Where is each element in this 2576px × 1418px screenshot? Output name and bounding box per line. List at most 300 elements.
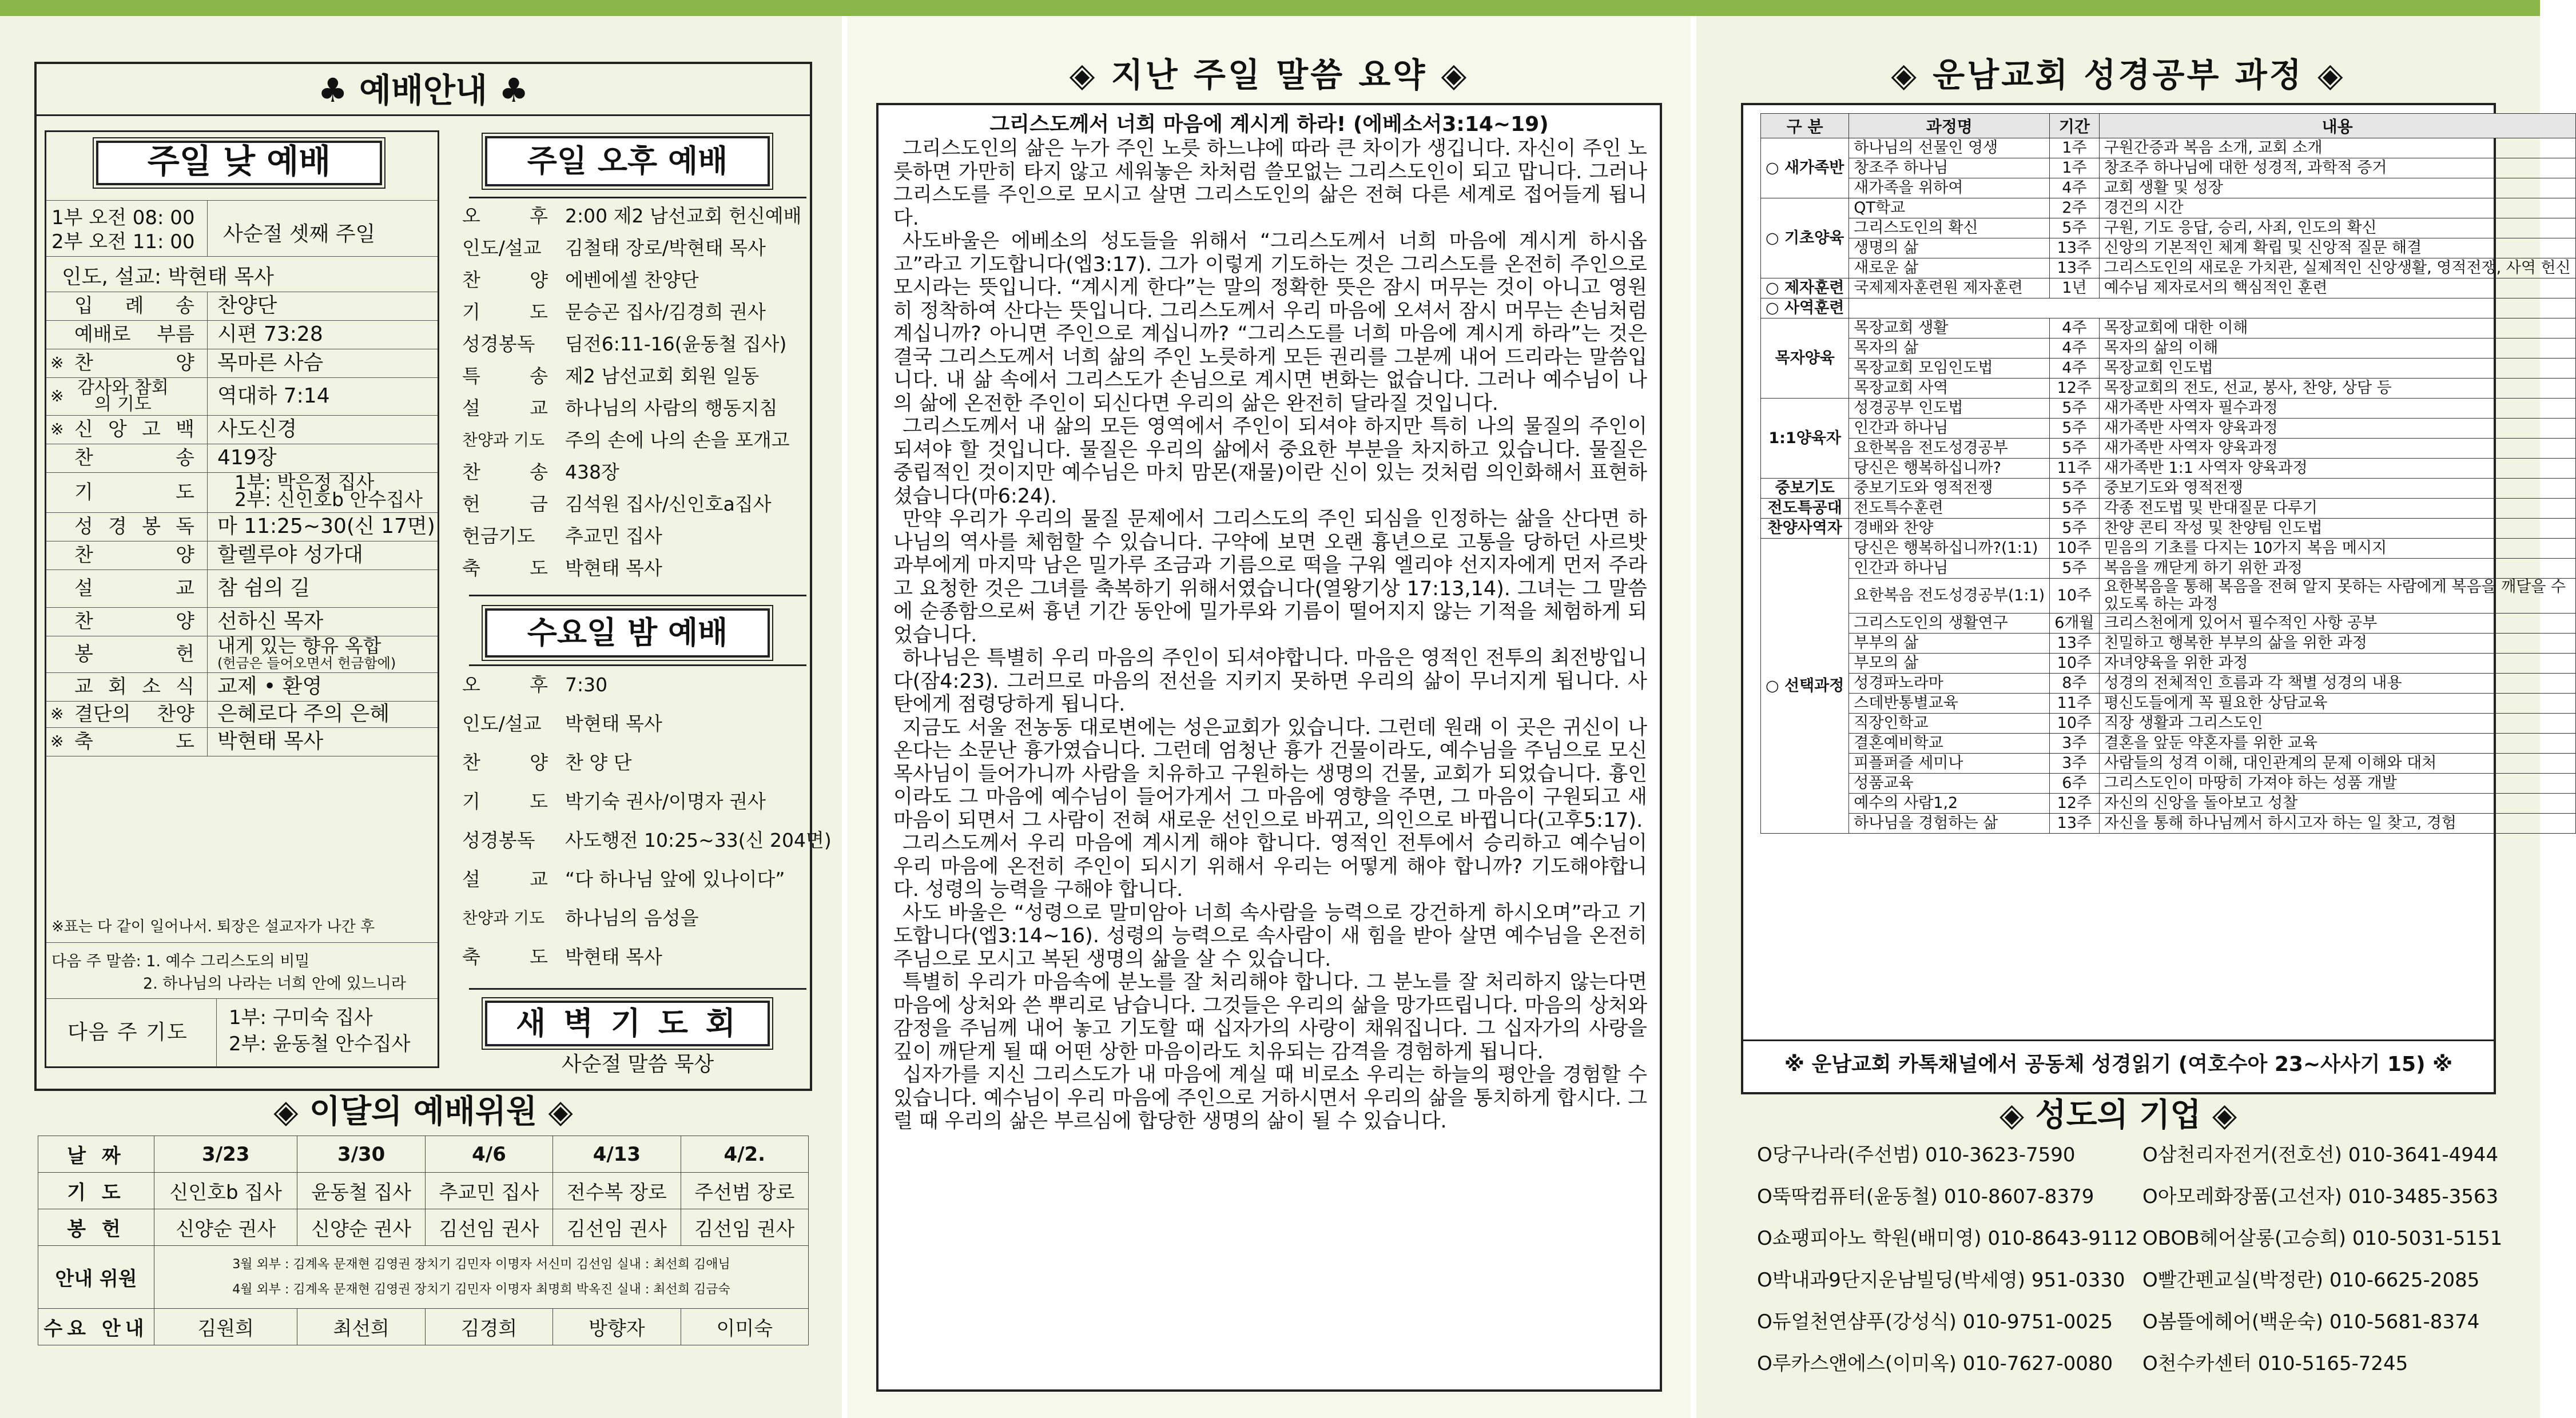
study-course-content: 직장 생활과 그리스도인 <box>2099 714 2575 734</box>
study-table-wrap <box>1760 113 2571 1034</box>
guide-line-1: 3월 외부 : 김계옥 문재현 김영권 장치기 김민자 이명자 서신미 김선임 실내 : 최선희 김애님 <box>232 1257 730 1272</box>
study-course-name: 부모의 삶 <box>1849 654 2050 674</box>
order-label: 설 교 <box>74 577 194 600</box>
pm-row-label: 설 교 <box>462 397 548 419</box>
study-row <box>1761 379 2576 399</box>
study-course-period: 12주 <box>2050 794 2099 814</box>
pm-row-label: 찬양과 기도 <box>462 431 545 449</box>
study-course-content: 목장교회에 대한 이해 <box>2099 318 2575 338</box>
study-course-content: 새가족반 사역자 양육과정 <box>2099 419 2575 439</box>
order-col-line <box>207 472 208 512</box>
study-row <box>1761 439 2576 459</box>
sermon-paragraph: 그리스도께서 우리 마음에 계시게 해야 합니다. 영적인 전투에서 승리하고 예수님이 우리 마음에 온전히 주인이 되시기 위해서 우리는 어떻게 해야 합니까? 기도해야합니다. 성령의 능력을 구해야 합니다. <box>893 832 1647 901</box>
monthly-date-row-cell: 4/13 <box>553 1136 681 1173</box>
study-group-name: 목자양육 <box>1761 318 1849 399</box>
study-group-name: ○ 제자훈련 <box>1761 278 1849 298</box>
sermon-title: ◈ 지난 주일 말씀 요약 ◈ <box>1069 55 1469 94</box>
study-row <box>1761 814 2576 834</box>
order-label: 축 도 <box>74 730 194 753</box>
business-item: ΟBOB헤어살롱(고승희) 010-5031-5151 <box>2142 1227 2503 1250</box>
study-course-content: 결혼을 앞둔 약혼자를 위한 교육 <box>2099 734 2575 754</box>
study-group-name: ○ 사역훈련 <box>1761 298 1849 318</box>
order-value: 참 쉼의 길 <box>217 576 310 600</box>
study-course-name: 새로운 삶 <box>1849 258 2050 278</box>
study-course-period: 5주 <box>2050 559 2099 579</box>
business-item: Ο빨간펜교실(박정란) 010-6625-2085 <box>2142 1269 2480 1292</box>
dawn-subtitle: 사순절 말씀 묵상 <box>561 1053 714 1076</box>
study-row <box>1761 634 2576 654</box>
study-row <box>1761 794 2576 814</box>
study-group-name: 전도특공대 <box>1761 499 1849 519</box>
order-label: 찬 송 <box>74 447 194 469</box>
pm-row-value: 딤전6:11-16(윤동철 집사) <box>565 333 787 355</box>
study-row <box>1761 559 2576 579</box>
study-course-content: 찬양 콘티 작성 및 찬양팀 인도법 <box>2099 519 2575 539</box>
business-item: Ο쇼팽피아노 학원(배미영) 010-8643-9112 <box>1757 1227 2138 1250</box>
wed-row-value: 박현태 목사 <box>565 712 662 735</box>
order-value: 할렐루야 성가대 <box>217 543 363 567</box>
order-col-line <box>207 320 208 349</box>
monthly-reception-row-cell: 김원희 <box>154 1309 297 1345</box>
study-course-name: 목장교회 생활 <box>1849 318 2050 338</box>
top-color-bar <box>0 0 2540 16</box>
order-row-line <box>46 607 438 608</box>
order-col-line <box>207 444 208 472</box>
monthly-reception-row-label: 수요 안내 <box>38 1309 154 1345</box>
pm-row-label: 오 후 <box>462 205 548 227</box>
study-course-content: 새가족반 사역자 양육과정 <box>2099 439 2575 459</box>
study-course-name: 목자의 삶 <box>1849 338 2050 359</box>
order-label: 결단의 찬양 <box>74 703 194 726</box>
monthly-guide-cell <box>154 1246 809 1309</box>
service-time-2: 2부 오전 11: 00 <box>51 230 195 253</box>
wed-row-value: 박현태 목사 <box>565 946 662 968</box>
pm-row-label: 헌금기도 <box>462 525 535 547</box>
study-course-name: 성경공부 인도법 <box>1849 399 2050 419</box>
study-course-period: 5주 <box>2050 499 2099 519</box>
order-col-line <box>207 727 208 756</box>
pm-row-value: 김석원 집사/신인호a집사 <box>565 493 772 515</box>
order-label: 찬 양 <box>74 544 194 567</box>
pm-row-value: 제2 남선교회 회원 일동 <box>565 365 760 387</box>
study-course-content: 중보기도와 영적전쟁 <box>2099 479 2575 499</box>
business-item: Ο듀얼천연샴푸(강성식) 010-9751-0025 <box>1757 1311 2113 1333</box>
study-group-name: ○ 새가족반 <box>1761 138 1849 198</box>
study-course-content: 구원간증과 복음 소개, 교회 소개 <box>2099 138 2575 158</box>
monthly-reception-row-cell: 김경희 <box>425 1309 552 1345</box>
sunday-day-times <box>51 206 206 254</box>
study-course-name: 하나님의 선물인 영생 <box>1849 138 2050 158</box>
sermon-paragraph: 십자가를 지신 그리스도가 내 마음에 계실 때 비로소 우리는 하늘의 평안을 경험할 수 있습니다. 예수님이 우리 마음에 주인으로 거하시면서 우리의 삶을 통치하게 합시다. 그럴 때 우리의 삶은 부르심에 합당한 생명의 삶이 될 수 있습니다. <box>893 1064 1647 1133</box>
study-footer: ※ 운남교회 카톡채널에서 공동체 성경읽기 (여호수아 23~사사기 15) ※ <box>1784 1053 2453 1076</box>
study-course-name: 새가족을 위하여 <box>1849 178 2050 198</box>
study-row <box>1761 754 2576 774</box>
wed-row-label: 축 도 <box>462 946 548 968</box>
wed-row-value: 찬 양 단 <box>565 751 632 774</box>
study-course-period: 8주 <box>2050 674 2099 694</box>
study-course-period: 5주 <box>2050 399 2099 419</box>
wed-row-value: 하나님의 음성을 <box>565 907 699 929</box>
sunday-day-guide: 인도, 설교: 박현태 목사 <box>62 265 274 289</box>
study-group-name: 1:1양육자 <box>1761 399 1849 479</box>
study-course-period: 13주 <box>2050 634 2099 654</box>
study-panel <box>1696 16 2571 1418</box>
study-group-name: 중보기도 <box>1761 479 1849 499</box>
pm-row-value: 438장 <box>565 461 619 483</box>
pm-row-label: 인도/설교 <box>462 237 542 259</box>
order-col-line <box>207 415 208 444</box>
order-label: 성 경 봉 독 <box>74 515 194 538</box>
study-row <box>1761 138 2576 158</box>
wed-row-label: 인도/설교 <box>462 712 542 735</box>
pm-row-label: 찬 송 <box>462 461 548 483</box>
study-course-period: 4주 <box>2050 338 2099 359</box>
study-row <box>1761 774 2576 794</box>
study-course-content: 새가족반 1:1 사역자 양육과정 <box>2099 459 2575 479</box>
study-course-period: 5주 <box>2050 218 2099 238</box>
order-mark: ※ <box>50 732 64 751</box>
study-course-content: 요한복음을 통해 복음을 전혀 알지 못하는 사람에게 복음을 깨달을 수 있도록 하는 과정 <box>2099 579 2575 614</box>
study-course-name: QT학교 <box>1849 198 2050 218</box>
study-row <box>1761 614 2576 634</box>
study-course-name: 스데반통별교육 <box>1849 694 2050 714</box>
order-col-line <box>207 377 208 415</box>
study-course-name: 인간과 하나님 <box>1849 559 2050 579</box>
sermon-paragraph: 그리스도인의 삶은 누가 주인 노릇 하느냐에 따라 큰 차이가 생깁니다. 자신이 주인 노릇하면 가만히 타지 않고 세워놓은 차처럼 쓸모없는 그리스도인이 되고 맙니다. 그러나 그리스도를 주인으로 모시고 살면 그리스도인의 삶은 전혀 다른 세계로 접어들게 됩니다. <box>893 137 1647 230</box>
sermon-paragraph: 사도바울은 에베소의 성도들을 위해서 “그리스도께서 너희 마음에 계시게 하시옵고”라고 기도합니다(엡3:17). 그가 이렇게 기도하는 것은 그리스도를 온전히 주인으로 모시라는 뜻입니다. “계시게 한다”는 말의 정확한 뜻은 잠시 머무는 것이 아니고 영원히 정착하여 산다는 뜻입니다. 그리스도께서 우리 마음에 오셔서 잠시 머무는 손님처럼 계십니까? 아니면 주인으로 계십니까? “그리스도를 너희 마음에 계시게 하라”는 것은 결국 그리스도께서 너희 삶의 주인 노릇하게 모든 권리를 그분께 내어 드리라는 말씀입니다. 내 삶 속에서 그리스도가 손님으로 계시면 변화는 없습니다. 그러나 예수님이 나의 삶에 온전한 주인이 되신다면 우리의 삶은 완전히 달라질 것입니다. <box>893 230 1647 415</box>
study-course-period: 1주 <box>2050 158 2099 178</box>
worship-panel <box>0 16 842 1418</box>
order-col-line <box>207 292 208 320</box>
order-value: 마 11:25~30(신 17면) <box>217 515 435 538</box>
study-row <box>1761 419 2576 439</box>
sunday-day-desc: 사순절 셋째 주일 <box>223 222 376 246</box>
next-words-2: 2. 하나님의 나라는 너희 안에 있느니라 <box>143 975 406 993</box>
order-row-line <box>46 727 438 728</box>
study-course-period: 3주 <box>2050 734 2099 754</box>
study-course-name: 중보기도와 영적전쟁 <box>1849 479 2050 499</box>
order-label: 감사와 참회의 기도 <box>77 377 169 415</box>
study-course-content: 믿음의 기초를 다지는 10가지 복음 메시지 <box>2099 539 2575 559</box>
study-course-content: 목장교회의 전도, 선교, 봉사, 찬양, 상담 등 <box>2099 379 2575 399</box>
order-value-2: 2부: 신인호b 안수집사 <box>234 488 423 511</box>
order-value: 교제 • 환영 <box>217 675 323 698</box>
study-course-period: 4주 <box>2050 178 2099 198</box>
study-header-cell: 기간 <box>2050 114 2099 138</box>
study-course-content: 창조주 하나님에 대한 성경적, 과학적 증거 <box>2099 158 2575 178</box>
business-item: Ο천수카센터 010-5165-7245 <box>2142 1352 2408 1375</box>
study-course-name: 그리스도인의 확신 <box>1849 218 2050 238</box>
pm-row-value: 하나님의 사람의 행동지침 <box>565 397 778 419</box>
order-value: 사도신경 <box>217 417 297 441</box>
study-course-content: 자신을 통해 하나님께서 하시고자 하는 일 찾고, 경험 <box>2099 814 2575 834</box>
order-row-line <box>46 415 438 416</box>
study-course-period: 1년 <box>2050 278 2099 298</box>
sunday-day-title: 주일 낮 예배 <box>96 141 382 185</box>
service-time-1: 1부 오전 08: 00 <box>51 206 195 229</box>
monthly-title: ◈ 이달의 예배위원 ◈ <box>273 1093 573 1130</box>
business-item: Ο뚝딱컴퓨터(윤동철) 010-8607-8379 <box>1757 1185 2094 1208</box>
study-header-cell: 내용 <box>2099 114 2575 138</box>
study-course-name: 요한복음 전도성경공부 <box>1849 439 2050 459</box>
wed-row-label: 찬양과 기도 <box>462 909 545 927</box>
monthly-offering-row-cell: 김선임 권사 <box>553 1209 681 1246</box>
study-course-name: 부부의 삶 <box>1849 634 2050 654</box>
monthly-reception-row-cell: 방향자 <box>553 1309 681 1345</box>
study-header-cell: 과정명 <box>1849 114 2050 138</box>
monthly-guide-label: 안내 위원 <box>38 1246 154 1309</box>
wed-row-label: 기 도 <box>462 790 548 812</box>
study-course-content: 사람들의 성격 이해, 대인관계의 문제 이해와 대처 <box>2099 754 2575 774</box>
sermon-paragraph: 그리스도께서 내 삶의 모든 영역에서 주인이 되셔야 하지만 특히 나의 물질의 주인이 되셔야 할 것입니다. 물질은 우리의 삶에서 중요한 부분을 차지하고 있습니다. 물질은 중립적인 것이지만 예수님은 마치 맘몬(재물)이란 신이 있는 것처럼 의인화해서 표현하셨습니다(마6:24). <box>893 415 1647 508</box>
monthly-offering-row-cell: 김선임 권사 <box>425 1209 552 1246</box>
order-row-line <box>46 701 438 702</box>
study-course-period: 11주 <box>2050 459 2099 479</box>
wed-row-label: 설 교 <box>462 868 548 890</box>
order-col-line <box>207 636 208 672</box>
wed-row-value: “다 하나님 앞에 있나이다” <box>565 868 785 890</box>
study-course-period: 10주 <box>2050 539 2099 559</box>
study-course-content: 새가족반 사역자 필수과정 <box>2099 399 2575 419</box>
monthly-reception-row-cell: 최선희 <box>297 1309 425 1345</box>
study-row <box>1761 654 2576 674</box>
pm-row-label: 기 도 <box>462 301 548 323</box>
monthly-offering-row-label: 봉 헌 <box>38 1209 154 1246</box>
dawn-title: 새 벽 기 도 회 <box>485 1001 770 1046</box>
study-course-period: 2주 <box>2050 198 2099 218</box>
order-col-line <box>207 607 208 636</box>
business-item: Ο삼천리자전거(전호선) 010-3641-4944 <box>2142 1144 2499 1166</box>
study-course-period: 5주 <box>2050 519 2099 539</box>
monthly-prayer-row <box>38 1173 809 1209</box>
study-course-period: 1주 <box>2050 138 2099 158</box>
study-course-content: 크리스천에게 있어서 필수적인 사항 공부 <box>2099 614 2575 634</box>
study-course-period: 11주 <box>2050 694 2099 714</box>
order-value: 내게 있는 향유 옥합 <box>217 635 381 657</box>
study-course-name: 국제제자훈련원 제자훈련 <box>1849 278 2050 298</box>
study-course-period: 5주 <box>2050 439 2099 459</box>
study-header-row <box>1761 114 2576 138</box>
study-course-content: 예수님 제자로서의 핵심적인 훈련 <box>2099 278 2575 298</box>
monthly-reception-row-cell: 이미숙 <box>681 1309 808 1345</box>
study-course-content: 구원, 기도 응답, 승리, 사죄, 인도의 확신 <box>2099 218 2575 238</box>
monthly-date-row-label: 날 짜 <box>38 1136 154 1173</box>
study-course-period: 13주 <box>2050 814 2099 834</box>
monthly-offering-row-cell: 신양순 권사 <box>154 1209 297 1246</box>
monthly-prayer-row-cell: 신인호b 집사 <box>154 1173 297 1209</box>
study-row <box>1761 734 2576 754</box>
study-row <box>1761 459 2576 479</box>
monthly-guide-row <box>38 1246 809 1309</box>
study-course-content: 경건의 시간 <box>2099 198 2575 218</box>
study-course-content: 자신의 신앙을 돌아보고 성찰 <box>2099 794 2575 814</box>
monthly-table <box>38 1136 809 1345</box>
order-col-line <box>207 512 208 541</box>
study-row <box>1761 579 2576 614</box>
order-value: 찬양단 <box>217 294 277 317</box>
order-col-line <box>207 349 208 377</box>
pm-row-label: 성경봉독 <box>462 333 535 355</box>
worship-title: ♣ 예배안내 ♣ <box>317 71 529 110</box>
study-course-content: 신앙의 기본적인 체계 확립 및 신앙적 질문 해결 <box>2099 238 2575 258</box>
order-label: 찬 양 <box>74 352 194 375</box>
order-value: 목마른 사슴 <box>217 351 324 375</box>
wed-row-value: 7:30 <box>565 674 608 696</box>
study-course-content: 각종 전도법 및 반대질문 다루기 <box>2099 499 2575 519</box>
next-prayer-1: 1부: 구미숙 집사 <box>229 1006 373 1029</box>
monthly-offering-row-cell: 김선임 권사 <box>681 1209 808 1246</box>
wed-row-label: 오 후 <box>462 674 548 696</box>
order-value: 419장 <box>217 446 277 469</box>
study-course-content: 친밀하고 행복한 부부의 삶을 위한 과정 <box>2099 634 2575 654</box>
study-row <box>1761 499 2576 519</box>
pm-row-value: 2:00 제2 남선교회 헌신예배 <box>565 205 802 227</box>
business-title: ◈ 성도의 기업 ◈ <box>1999 1097 2237 1134</box>
study-course-name: 성품교육 <box>1849 774 2050 794</box>
study-row <box>1761 178 2576 198</box>
study-course-period: 10주 <box>2050 654 2099 674</box>
order-mark: ※ <box>50 704 64 723</box>
study-course-name: 예수의 사람1,2 <box>1849 794 2050 814</box>
study-course-name: 결혼예비학교 <box>1849 734 2050 754</box>
study-course-content: 평신도들에게 꼭 필요한 상담교육 <box>2099 694 2575 714</box>
study-row <box>1761 238 2576 258</box>
study-course-name: 요한복음 전도성경공부(1:1) <box>1849 579 2050 614</box>
study-course-content: 자녀양육을 위한 과정 <box>2099 654 2575 674</box>
study-title: ◈ 운남교회 성경공부 과정 ◈ <box>1891 55 2346 94</box>
monthly-offering-row-cell: 신양순 권사 <box>297 1209 425 1246</box>
study-course-name: 전도특수훈련 <box>1849 499 2050 519</box>
study-course-period: 5주 <box>2050 419 2099 439</box>
order-mark: ※ <box>50 387 64 405</box>
pm-row-value: 추교민 집사 <box>565 525 662 547</box>
monthly-date-row-cell: 4/6 <box>425 1136 552 1173</box>
study-course-name: 인간과 하나님 <box>1849 419 2050 439</box>
monthly-prayer-row-cell: 윤동철 집사 <box>297 1173 425 1209</box>
wed-row-label: 찬 양 <box>462 751 548 774</box>
sermon-heading: 그리스도께서 너희 마음에 계시게 하라! (에베소서3:14~19) <box>989 113 1549 136</box>
pm-row-value: 주의 손에 나의 손을 포개고 <box>565 429 790 451</box>
pm-row-value: 김철태 장로/박현태 목사 <box>565 237 766 259</box>
study-row <box>1761 714 2576 734</box>
study-course-period: 6개월 <box>2050 614 2099 634</box>
study-course-period: 12주 <box>2050 379 2099 399</box>
pm-row-value: 문승곤 집사/김경희 권사 <box>565 301 766 323</box>
monthly-date-row-cell: 3/30 <box>297 1136 425 1173</box>
order-value: 박현태 목사 <box>217 730 324 753</box>
study-empty-cell <box>1849 298 2575 318</box>
worship-note: ※표는 다 같이 일어나서. 퇴장은 설교자가 나간 후 <box>51 918 375 935</box>
order-label: 입 례 송 <box>74 294 194 317</box>
sermon-paragraph: 사도 바울은 “성령으로 말미암아 너희 속사람을 능력으로 강건하게 하시오며”라고 기도합니다(엡3:14~16). 성령의 능력으로 속사람이 새 힘을 받아 살면 예수님을 온전히 주님으로 모시고 복된 생명의 삶을 살 수 있습니다. <box>893 901 1647 971</box>
wed-row-label: 성경봉독 <box>462 829 535 851</box>
order-mark: ※ <box>50 420 64 439</box>
business-item: Ο당구나라(주선범) 010-3623-7590 <box>1757 1144 2076 1166</box>
monthly-prayer-row-cell: 추교민 집사 <box>425 1173 552 1209</box>
order-row-line <box>46 672 438 673</box>
pm-row-label: 축 도 <box>462 557 548 579</box>
study-course-content: 그리스도인의 새로운 가치관, 실제적인 신앙생활, 영적전쟁, 사역 헌신 <box>2099 258 2575 278</box>
pm-row-label: 특 송 <box>462 365 548 387</box>
study-course-content: 성경의 전체적인 흐름과 각 책별 성경의 내용 <box>2099 674 2575 694</box>
pm-row-value: 에벤에셀 찬양단 <box>565 269 699 291</box>
study-row <box>1761 519 2576 539</box>
study-course-name: 하나님을 경험하는 삶 <box>1849 814 2050 834</box>
business-item: Ο아모레화장품(고선자) 010-3485-3563 <box>2142 1185 2499 1208</box>
study-course-name: 목장교회 모임인도법 <box>1849 359 2050 379</box>
study-row <box>1761 338 2576 359</box>
wednesday-title: 수요일 밤 예배 <box>485 608 770 658</box>
study-course-name: 성경파노라마 <box>1849 674 2050 694</box>
study-row <box>1761 318 2576 338</box>
study-course-period: 3주 <box>2050 754 2099 774</box>
study-row <box>1761 218 2576 238</box>
study-course-period: 4주 <box>2050 359 2099 379</box>
study-row <box>1761 278 2576 298</box>
study-course-name: 목장교회 사역 <box>1849 379 2050 399</box>
study-row <box>1761 539 2576 559</box>
sermon-panel <box>848 16 1691 1418</box>
study-row <box>1761 399 2576 419</box>
sermon-paragraph: 만약 우리가 우리의 물질 문제에서 그리스도의 주인 되심을 인정하는 삶을 산다면 하나님의 역사를 체험할 수 있습니다. 구약에 보면 오랜 흉년으로 고통을 당하던 사르밧 과부에게 마지막 남은 밀가루 조금과 기름으로 떡을 구워 엘리야 선지자에게 먼저 주라고 요청한 것은 그녀를 축복하기 위해서였습니다(열왕기상 17:13,14). 그녀는 그 말씀에 순종함으로써 흉년 기간 동안에 밀가루와 기름이 떨어지지 않는 기적을 체험하게 되었습니다. <box>893 508 1647 647</box>
order-label: 기 도 <box>74 481 194 504</box>
study-course-name: 직장인학교 <box>1849 714 2050 734</box>
monthly-prayer-row-label: 기 도 <box>38 1173 154 1209</box>
order-label: 교 회 소 식 <box>74 675 194 698</box>
monthly-date-row <box>38 1136 809 1173</box>
order-label: 봉 헌 <box>74 643 194 666</box>
business-item: Ο루카스앤에스(이미옥) 010-7627-0080 <box>1757 1352 2113 1375</box>
study-group-name: ○ 기초양육 <box>1761 198 1849 278</box>
study-row <box>1761 298 2576 318</box>
study-row <box>1761 359 2576 379</box>
sermon-paragraph: 지금도 서울 전농동 대로변에는 성은교회가 있습니다. 그런데 원래 이 곳은 귀신이 나온다는 소문난 흉가였습니다. 그런데 엄청난 흉가 건물이라도, 예수님을 주님으로 모신 목사님이 들어가니까 사람을 치유하고 구원하는 생명의 건물, 교회가 되었습니다. 흉인이라도 그 마음에 예수님이 들어가게서 그 마음에 영향을 주면, 그 마음이 구원되고 새 마음이 되면서 그 사람이 전혀 새로운 선인으로 바뀌고, 의인으로 바뀝니다(고후5:17). <box>893 716 1647 832</box>
study-course-name: 생명의 삶 <box>1849 238 2050 258</box>
wed-row-value: 박기숙 권사/이명자 권사 <box>565 790 766 812</box>
next-prayer-label: 다음 주 기도 <box>67 1021 188 1044</box>
study-row <box>1761 258 2576 278</box>
study-row <box>1761 479 2576 499</box>
order-label: 예배로 부름 <box>74 323 194 346</box>
study-course-name: 그리스도인의 생활연구 <box>1849 614 2050 634</box>
order-row-line <box>46 512 438 513</box>
order-value: 선하신 목자 <box>217 610 324 633</box>
sermon-paragraph: 특별히 우리가 마음속에 분노를 잘 처리해야 합니다. 그 분노를 잘 처리하지 않는다면 마음에 상처와 쓴 뿌리로 남습니다. 그것들은 우리의 삶을 망가뜨립니다. 마음의 상처와 감정을 주님께 내어 놓고 기도할 때 십자가의 사랑이 채워집니다. 그 십자가의 사랑을 깊이 깨닫게 될 때 어떤 상한 마음이라도 치유되는 감격을 경험하게 됩니다. <box>893 971 1647 1064</box>
order-value: 은혜로다 주의 은혜 <box>217 702 390 726</box>
study-course-period: 4주 <box>2050 318 2099 338</box>
study-course-name: 경배와 찬양 <box>1849 519 2050 539</box>
study-row <box>1761 158 2576 178</box>
study-course-name: 당신은 행복하십니까? <box>1849 459 2050 479</box>
sermon-paragraph: 하나님은 특별히 우리 마음의 주인이 되셔야합니다. 마음은 영적인 전투의 최전방입니다(잠4:23). 그러므로 마음의 전선을 지키지 못하면 우리의 삶이 무너지게 됩니다. 사탄에게 점령당하게 됩니다. <box>893 647 1647 716</box>
monthly-date-row-cell: 4/2. <box>681 1136 808 1173</box>
study-group-name: ○ 선택과정 <box>1761 539 1849 834</box>
study-header-cell: 구 분 <box>1761 114 1849 138</box>
monthly-offering-row <box>38 1209 809 1246</box>
order-value: 역대하 7:14 <box>217 384 330 408</box>
order-col-line <box>207 701 208 727</box>
wed-row-value: 사도행전 10:25~33(신 204면) <box>565 829 832 851</box>
order-value: 1부: 박은정 집사 <box>234 471 375 493</box>
study-course-period: 13주 <box>2050 258 2099 278</box>
study-course-content: 그리스도인이 마땅히 가져야 하는 성품 개발 <box>2099 774 2575 794</box>
business-item: Ο봄뜰에헤어(백운숙) 010-5681-8374 <box>2142 1311 2480 1333</box>
guide-line-2: 4월 외부 : 김계옥 문재현 김영권 장치기 김민자 이명자 최명희 박옥진 실내 : 최선희 김금숙 <box>232 1282 730 1297</box>
next-prayer-2: 2부: 윤동철 안수집사 <box>229 1033 411 1055</box>
study-course-period: 5주 <box>2050 479 2099 499</box>
study-course-period: 13주 <box>2050 238 2099 258</box>
study-course-content: 복음을 깨닫게 하기 위한 과정 <box>2099 559 2575 579</box>
